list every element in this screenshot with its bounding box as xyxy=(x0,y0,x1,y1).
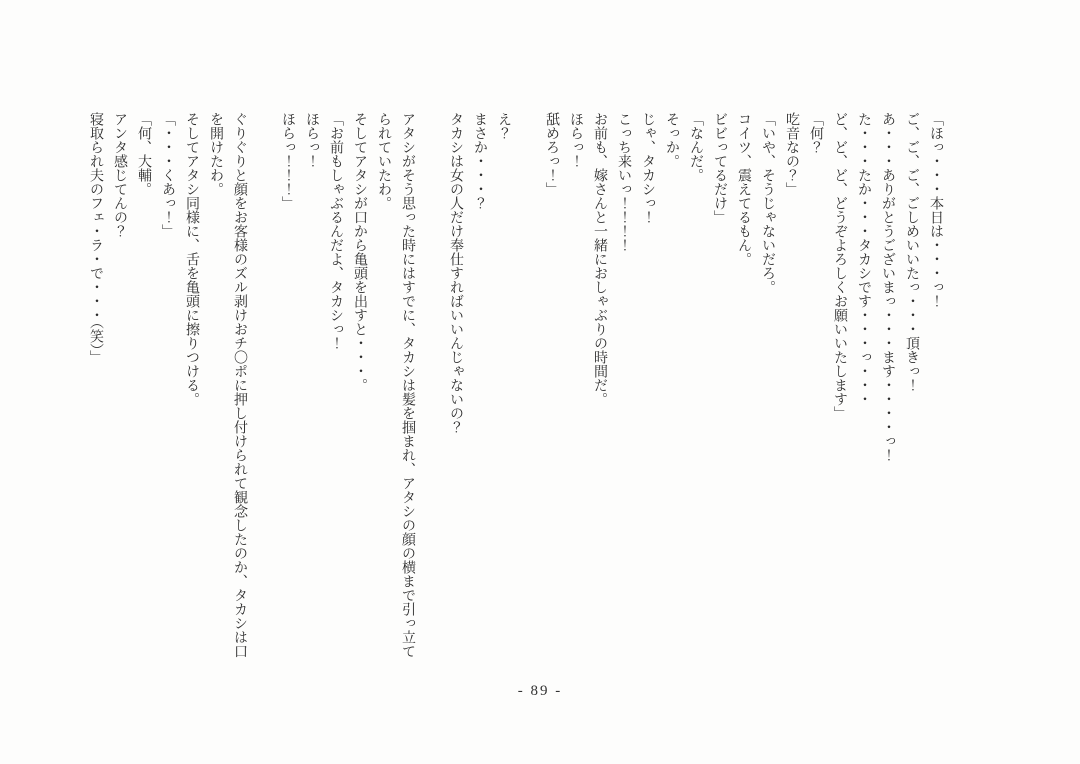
text-line: タカシは女の人だけ奉仕すればいいんじゃないの？ xyxy=(448,112,463,434)
text-line: そしてアタシが口から亀頭を出すと・・・。 xyxy=(352,112,367,392)
vertical-text-body xyxy=(83,112,947,660)
text-line: 「何？ xyxy=(808,112,823,154)
blank-line xyxy=(419,112,443,660)
text-line: じゃ、タカシっ！ xyxy=(640,112,655,224)
blank-line xyxy=(251,112,275,660)
text-line: 「お前もしゃぶるんだよ、タカシっ！ xyxy=(328,112,343,350)
text-line: あ・・・ありがとうございまっ・・・ます・・・・っ！ xyxy=(880,112,895,462)
text-line: ビビってるだけ」 xyxy=(712,112,727,224)
text-line: ほらっ！ xyxy=(304,112,319,168)
text-line: 吃音なの？」 xyxy=(784,112,799,196)
text-line: 「ほっ・・・本日は・・・っ！ xyxy=(928,112,943,308)
text-line: ご、ご、ご、ごしめいいたっ・・・頂きっ！ xyxy=(904,112,919,392)
text-line: そしてアタシ同様に、舌を亀頭に擦りつける。 xyxy=(184,112,199,406)
text-line: ほらっ！！！」 xyxy=(280,112,295,210)
text-line: ど、ど、ど、どうぞよろしくお願いいたします」 xyxy=(832,112,847,420)
text-line: アタシがそう思った時にはすでに、タカシは髪を掴まれ、アタシの顔の横まで引っ立てられていたわ。 xyxy=(376,112,415,658)
text-line: アンタ感じてんの？ xyxy=(112,112,127,238)
text-line: た・・・たか・・・タカシです・・・っ・・・ xyxy=(856,112,871,406)
text-line: お前も、嫁さんと一緒におしゃぶりの時間だ。 xyxy=(592,112,607,406)
text-line: ぐりぐりと顔をお客様のズル剥けおチ〇ポに押し付けられて観念したのか、タカシは口を開けたわ。 xyxy=(208,112,247,658)
text-line: 「何、大輔。 xyxy=(136,112,151,196)
text-line: 「なんだ。 xyxy=(688,112,703,182)
text-line: コイツ、震えてるもん。 xyxy=(736,112,751,266)
text-line: まさか・・・？ xyxy=(472,112,487,210)
blank-line xyxy=(515,112,539,660)
text-line: こっち来いっ！！！！ xyxy=(616,112,631,252)
text-line: 「・・・くあっ！」 xyxy=(160,112,175,238)
text-line: ほらっ！ xyxy=(568,112,583,168)
text-line: 「いや、そうじゃないだろ。 xyxy=(760,112,775,294)
page-number: - 89 - xyxy=(517,683,563,699)
text-line: え？ xyxy=(496,112,511,140)
text-line: 寝取られ夫のフェ・ラ・で・・・（笑）」 xyxy=(88,112,103,364)
text-line: 舐めろっ！」 xyxy=(544,112,559,196)
text-line: そっか。 xyxy=(664,112,679,168)
